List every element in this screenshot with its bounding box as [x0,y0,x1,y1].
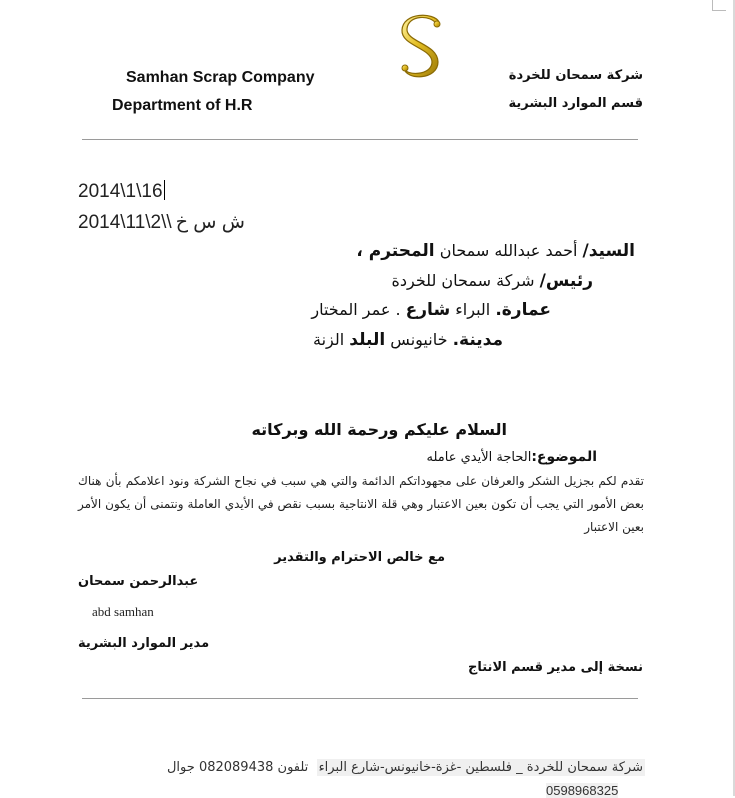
town-label: البلد [349,330,386,350]
building-name: البراء [455,300,491,319]
crop-mark [712,0,713,10]
letter-body: تقدم لكم بجزيل الشكر والعرفان على مجهوداتكم الدائمة والتي هي سبب في نجاح الشركة ونود اعلامكم بأن هناك بعض الأمور التي يجب أن تكون بعين الاعتبار وهي قلة الانتاجية بسبب نقص في الأيدي العاملة ونتمنى أن يكون الأمر بعين الاعتبار [78,474,644,534]
recipient-city-line [313,330,503,350]
footer-phone: تلفون 082089438 جوال [166,760,309,775]
reference-code: ش س خ [175,212,245,233]
city-name: خانيونس [390,330,448,349]
footer-company-address: شركة سمحان للخردة _ فلسطين -غزة-خانيونس-شارع البراء [318,760,643,775]
recipient-name: أحمد عبدالله سمحان [439,241,578,260]
subject-label: الموضوع: [531,449,597,465]
company-name-en: Samhan Scrap Company [126,69,315,86]
signer-role: مدير الموارد البشرية [78,636,210,651]
letter-date[interactable] [78,180,165,203]
greeting: السلام عليكم ورحمة الله وبركاته [251,420,507,439]
city-label: مدينة. [452,330,503,350]
recipient-title: المحترم ، [356,241,435,261]
footer-address [167,760,645,775]
street-label: شارع [405,300,451,320]
copy-to-line: نسخة إلى مدير قسم الانتاج [468,660,643,675]
header-divider [82,139,638,140]
recipient-building-line [311,300,551,320]
signature: abd samhan [92,604,154,619]
reference-number [78,211,245,234]
company-name-ar: شركة سمحان للخردة [508,68,643,83]
footer-mobile: 0598968325 [546,783,619,798]
s-monogram-logo-icon [392,10,452,85]
street-name: . عمر المختار [311,300,401,319]
town-name: الزنة [313,330,345,349]
department-name-en: Department of H.R [112,97,253,114]
footer-divider [82,698,638,699]
recipient-position-label: رئيس/ [539,271,593,291]
building-label: عمارة. [495,300,551,320]
date-text: 2014\1\16 [78,181,163,202]
recipient-position-line [392,271,594,291]
subject-line [427,449,597,465]
department-name-ar: قسم الموارد البشرية [508,96,643,111]
closing-line: مع خالص الاحترام والتقدير [274,550,445,565]
recipient-company: شركة سمحان للخردة [391,271,535,290]
text-cursor [164,180,165,200]
crop-mark [712,10,726,11]
reference-date: 2014\11\2\\ [78,212,172,233]
recipient-name-line [356,241,635,261]
recipient-honorific: السيد/ [582,241,635,261]
subject-text: الحاجة الأيدي عامله [426,450,532,465]
signer-name: عبدالرحمن سمحان [78,574,199,589]
